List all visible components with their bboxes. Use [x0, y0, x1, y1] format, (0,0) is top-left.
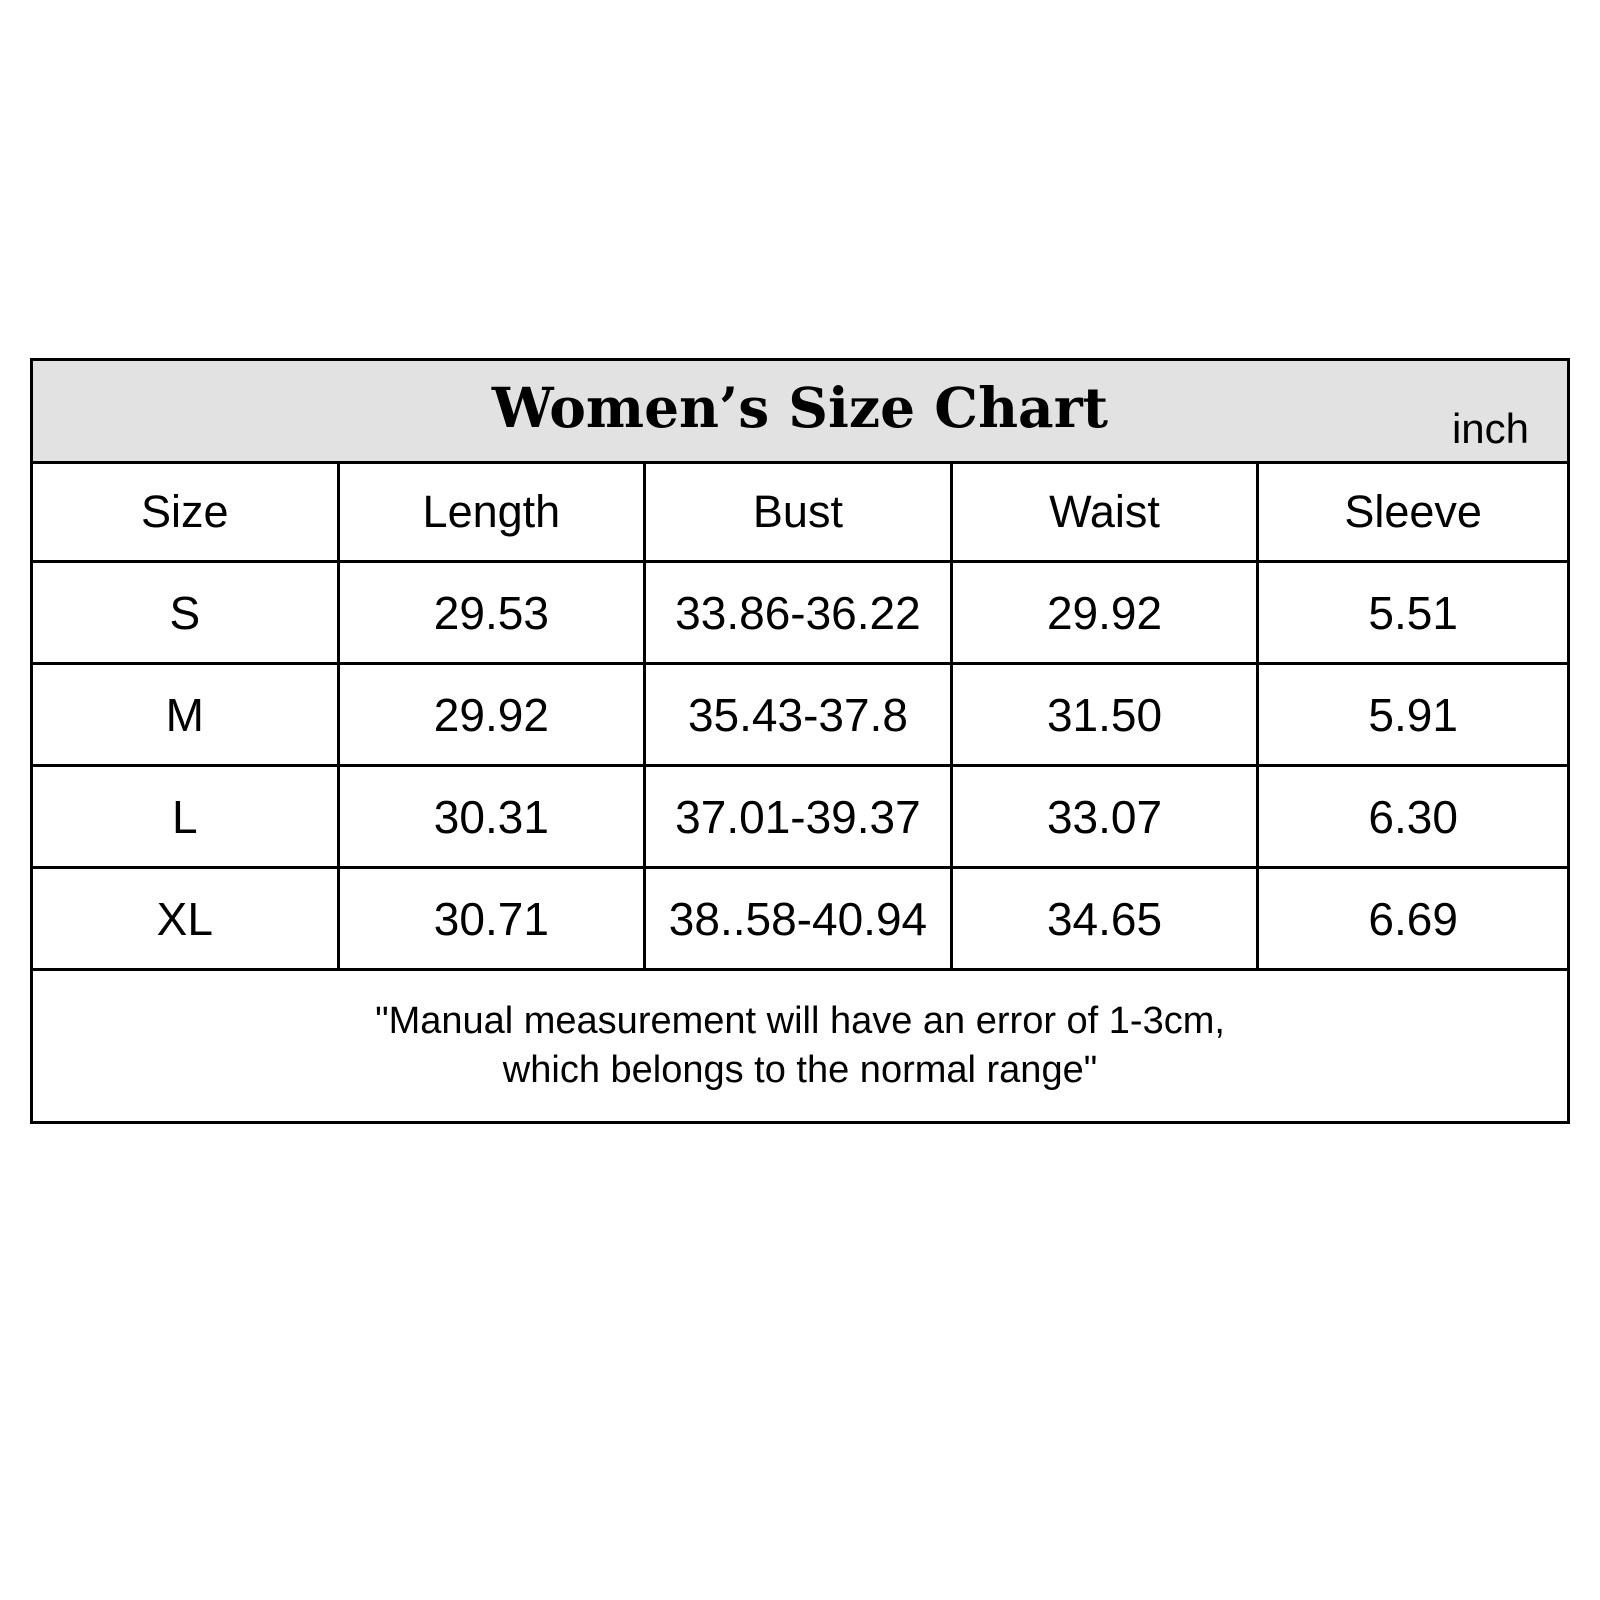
column-header-length: Length	[338, 463, 645, 562]
column-header-size: Size	[32, 463, 339, 562]
cell-size: XL	[32, 868, 339, 970]
cell-bust: 33.86-36.22	[645, 562, 952, 664]
cell-size: M	[32, 664, 339, 766]
page-title: Women’s Size Chart	[491, 375, 1109, 440]
cell-length: 29.92	[338, 664, 645, 766]
cell-bust: 35.43-37.8	[645, 664, 952, 766]
cell-length: 30.31	[338, 766, 645, 868]
cell-waist: 29.92	[951, 562, 1258, 664]
cell-waist: 33.07	[951, 766, 1258, 868]
note-line-2: which belongs to the normal range"	[502, 1049, 1098, 1091]
cell-sleeve: 5.51	[1258, 562, 1569, 664]
cell-sleeve: 6.69	[1258, 868, 1569, 970]
table-row	[32, 562, 1569, 664]
unit-label: inch	[1451, 405, 1529, 452]
womens-size-chart-table	[30, 358, 1570, 1124]
cell-waist: 31.50	[951, 664, 1258, 766]
table-header-row	[32, 463, 1569, 562]
cell-length: 30.71	[338, 868, 645, 970]
cell-sleeve: 5.91	[1258, 664, 1569, 766]
cell-size: S	[32, 562, 339, 664]
table-row	[32, 766, 1569, 868]
table-row	[32, 664, 1569, 766]
cell-length: 29.53	[338, 562, 645, 664]
cell-bust: 38..58-40.94	[645, 868, 952, 970]
column-header-waist: Waist	[951, 463, 1258, 562]
chart-note-row	[32, 970, 1569, 1123]
note-line-1: "Manual measurement will have an error of 1-3cm,	[375, 1000, 1225, 1043]
cell-bust: 37.01-39.37	[645, 766, 952, 868]
table-row	[32, 868, 1569, 970]
size-chart-container	[30, 358, 1570, 1124]
cell-size: L	[32, 766, 339, 868]
chart-title-row	[32, 360, 1569, 463]
chart-title-cell	[32, 360, 1569, 463]
cell-waist: 34.65	[951, 868, 1258, 970]
column-header-sleeve: Sleeve	[1258, 463, 1569, 562]
cell-sleeve: 6.30	[1258, 766, 1569, 868]
column-header-bust: Bust	[645, 463, 952, 562]
measurement-note	[32, 970, 1569, 1123]
